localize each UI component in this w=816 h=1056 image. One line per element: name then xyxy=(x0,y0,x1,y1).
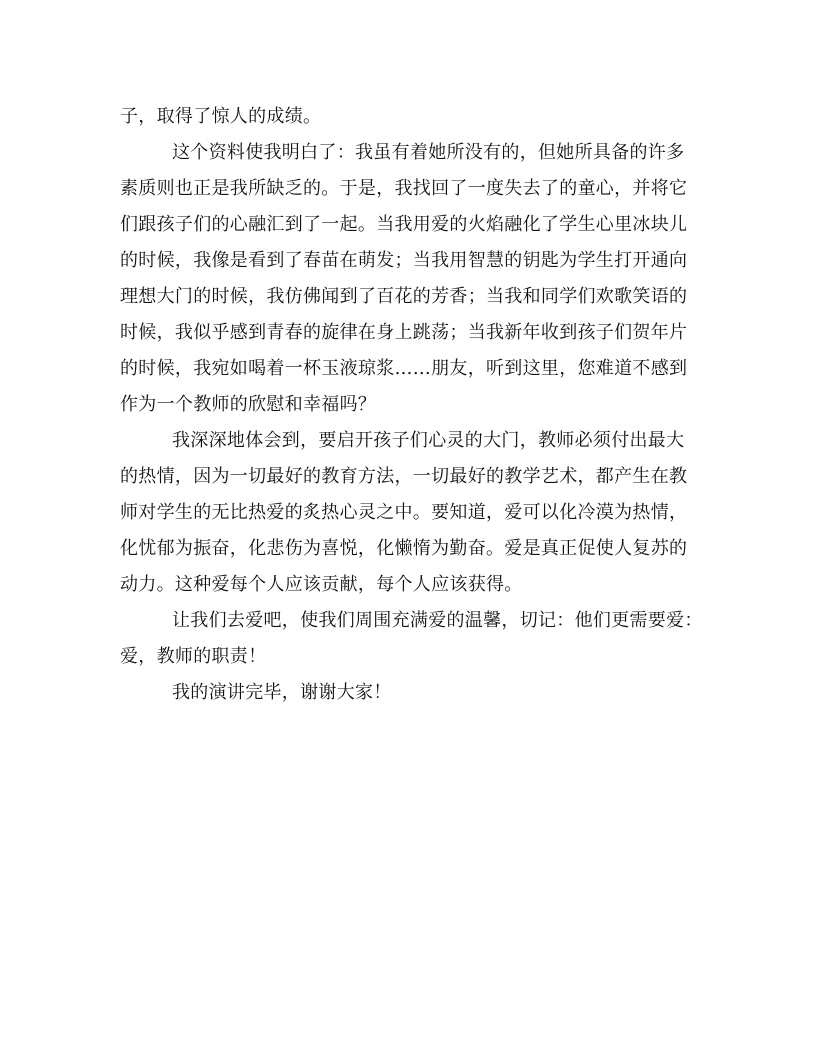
text-line: 理想大门的时候，我仿佛闻到了百花的芳香；当我和同学们欢歌笑语的 xyxy=(120,286,688,307)
text-line: 爱，教师的职责！ xyxy=(120,646,267,667)
text-line: 师对学生的无比热爱的炙热心灵之中。要知道，爱可以化冷漠为热情， xyxy=(120,502,688,523)
text-line: 化忧郁为振奋，化悲伤为喜悦，化懒惰为勤奋。爱是真正促使人复苏的 xyxy=(120,538,688,559)
text-line: 子，取得了惊人的成绩。 xyxy=(120,106,322,127)
paragraph-4 xyxy=(120,603,703,675)
text-line: 我的演讲完毕，谢谢大家！ xyxy=(172,682,392,703)
paragraph-3 xyxy=(120,423,700,603)
text-line: 作为一个教师的欣慰和幸福吗？ xyxy=(120,394,377,415)
paragraph-2 xyxy=(120,135,700,423)
paragraph-5 xyxy=(120,675,700,711)
text-line: 素质则也正是我所缺乏的。于是，我找回了一度失去了的童心，并将它 xyxy=(120,178,688,199)
text-line: 这个资料使我明白了：我虽有着她所没有的，但她所具备的许多 xyxy=(172,142,685,163)
text-line: 们跟孩子们的心融汇到了一起。当我用爱的火焰融化了学生心里冰块儿 xyxy=(120,214,688,235)
text-line: 我深深地体会到，要启开孩子们心灵的大门，教师必须付出最大 xyxy=(172,430,685,451)
text-line: 的时候，我像是看到了春苗在萌发；当我用智慧的钥匙为学生打开通向 xyxy=(120,250,688,271)
text-line: 的时候，我宛如喝着一杯玉液琼浆……朋友，听到这里，您难道不感到 xyxy=(120,358,688,379)
paragraph-1 xyxy=(120,99,700,135)
text-line: 的热情，因为一切最好的教育方法，一切最好的教学艺术，都产生在教 xyxy=(120,466,688,487)
document-body xyxy=(120,99,703,711)
text-line: 让我们去爱吧，使我们周围充满爱的温馨，切记：他们更需要爱： xyxy=(172,610,703,631)
text-line: 时候，我似乎感到青春的旋律在身上跳荡；当我新年收到孩子们贺年片 xyxy=(120,322,688,343)
text-line: 动力。这种爱每个人应该贡献，每个人应该获得。 xyxy=(120,574,523,595)
